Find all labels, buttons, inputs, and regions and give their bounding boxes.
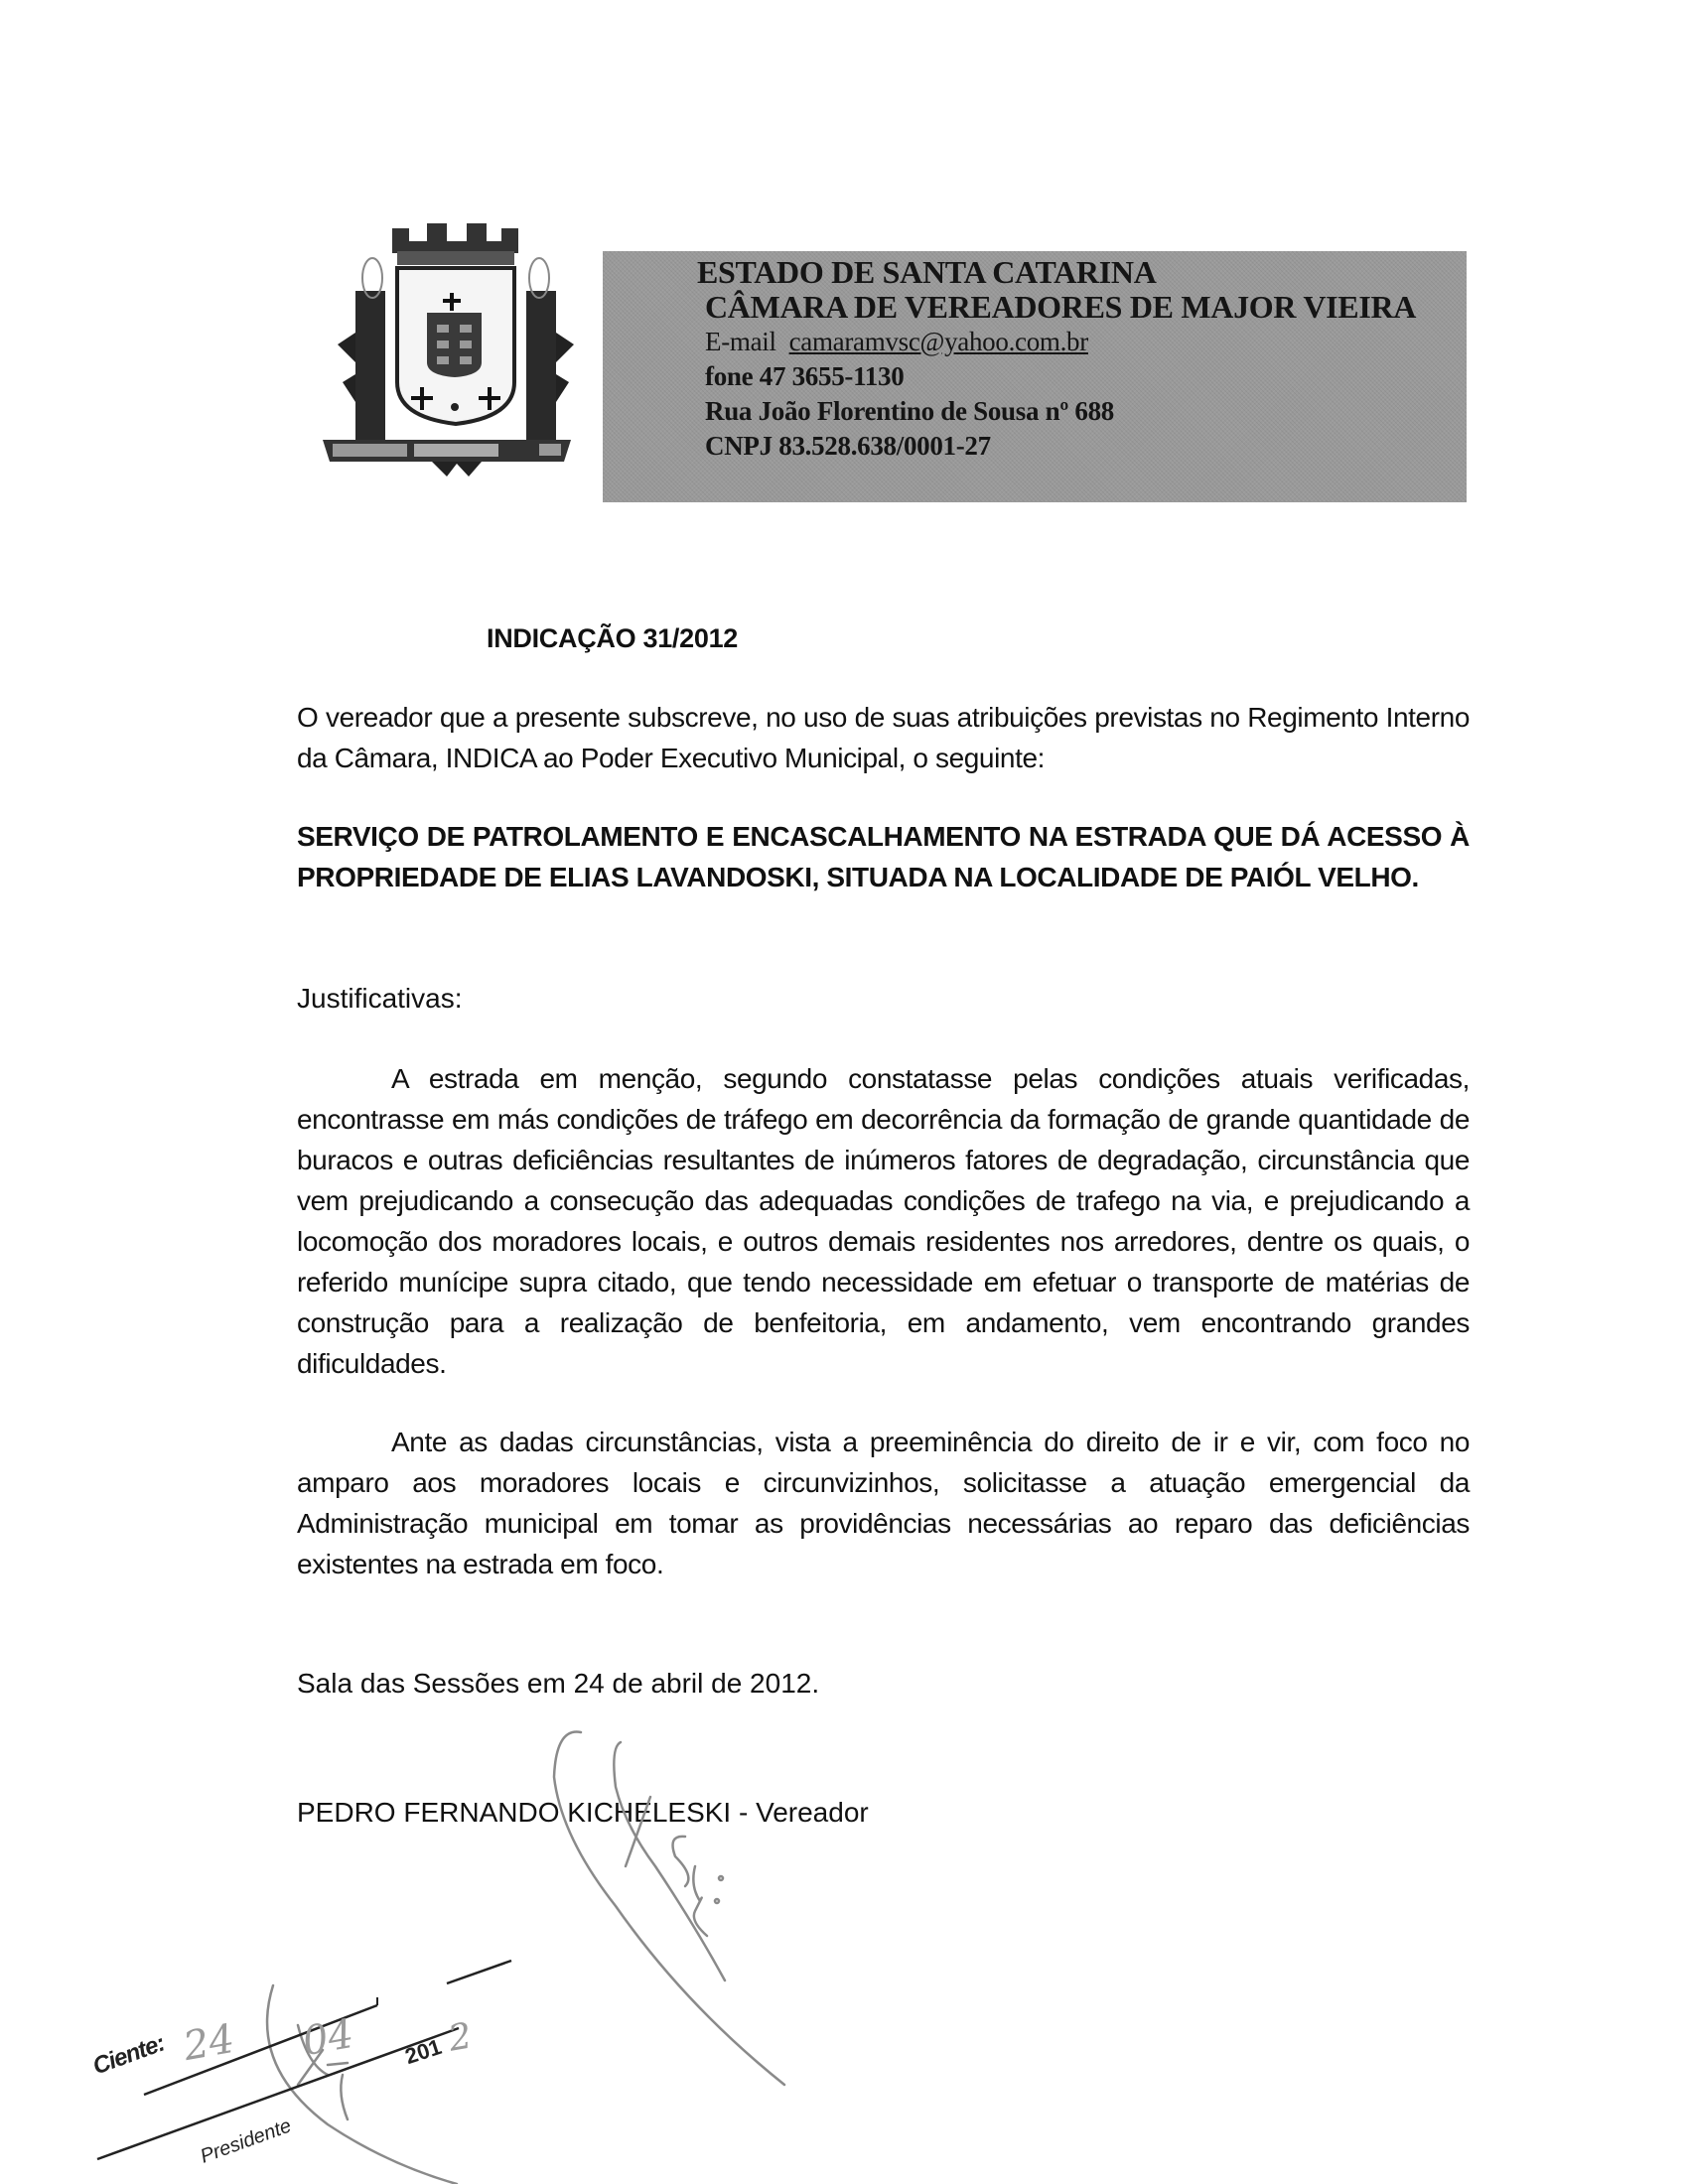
handwritten-year-digit: 2 (445, 2015, 476, 2060)
signature-stroke (673, 1837, 689, 1886)
letterhead-email-label: E-mail (705, 327, 776, 356)
presidente-label: Presidente (197, 2115, 295, 2168)
letterhead-chamber: CÂMARA DE VEREADORES DE MAJOR VIEIRA (705, 289, 1417, 325)
justification-label: Justificativas: (297, 983, 463, 1014)
letterhead-cnpj: CNPJ 83.528.638/0001-27 (705, 431, 991, 461)
closing-date-line: Sala das Sessões em 24 de abril de 2012. (297, 1668, 820, 1699)
letterhead-box (603, 251, 1467, 502)
signer-name: PEDRO FERNANDO KICHELESKI - Vereador (297, 1797, 869, 1828)
handwritten-day: 24 (180, 2015, 238, 2071)
signature-dot (719, 1876, 723, 1880)
justification-paragraph-2-text: Ante as dadas circunstâncias, vista a preeminência do direito de ir e vir, com foco no amparo aos moradores locais e circunvizinhos, solicitasse a atuação emergencial da Administração municipal em tomar as providências necessárias ao reparo das deficiências existentes na estrada em foco. (297, 1427, 1470, 1579)
handwritten-month: 04 (299, 2010, 357, 2066)
justification-paragraph-1 (297, 1058, 1470, 1384)
signature-stroke (693, 1866, 707, 1936)
signature-stroke (614, 1742, 725, 1980)
justification-paragraph-1-text: A estrada em menção, segundo constatasse pelas condições atuais verificadas, encontrasse em más condições de tráfego em decorrência da formação de grande quantidade de buracos e outras deficiências resultantes de inúmeros fatores de degradação, circunstância que vem prejudicando a consecução das adequadas condições de trafego na via, e prejudicando a locomoção dos moradores locais, e outros demais residentes nos arredores, dentre os quais, o referido munícipe supra citado, que tendo necessidade em efetuar o transporte de matérias de construção para a realização de benfeitoria, em andamento, vem encontrando grandes dificuldades. (297, 1063, 1470, 1379)
letterhead-state: ESTADO DE SANTA CATARINA (697, 254, 1157, 290)
municipal-coat-of-arms (298, 213, 596, 477)
letterhead-email-row (697, 325, 1467, 359)
justification-paragraph-2 (297, 1422, 1470, 1584)
letterhead-phone: fone 47 3655-1130 (705, 361, 905, 391)
signature-dot (715, 1899, 719, 1903)
subject-paragraph: SERVIÇO DE PATROLAMENTO E ENCASCALHAMENTO NA ESTRADA QUE DÁ ACESSO À PROPRIEDADE DE ELIAS LAVANDOSKI, SITUADA NA LOCALIDADE DE PAIÓL VELHO. (297, 821, 1470, 892)
intro-paragraph: O vereador que a presente subscreve, no uso de suas atribuições previstas no Regimento Interno da Câmara, INDICA ao Poder Executivo Municipal, o seguinte: (297, 702, 1470, 773)
ciente-label: Ciente: (89, 2029, 169, 2081)
letterhead-email-link[interactable]: camaramvsc@yahoo.com.br (788, 327, 1088, 356)
ciente-year-prefix: 201 (401, 2033, 445, 2070)
document-title: INDICAÇÃO 31/2012 (487, 623, 738, 653)
signature-stroke (554, 1732, 784, 2085)
letterhead-address: Rua João Florentino de Sousa nº 688 (705, 396, 1114, 426)
ciente-stamp (89, 1946, 506, 2168)
